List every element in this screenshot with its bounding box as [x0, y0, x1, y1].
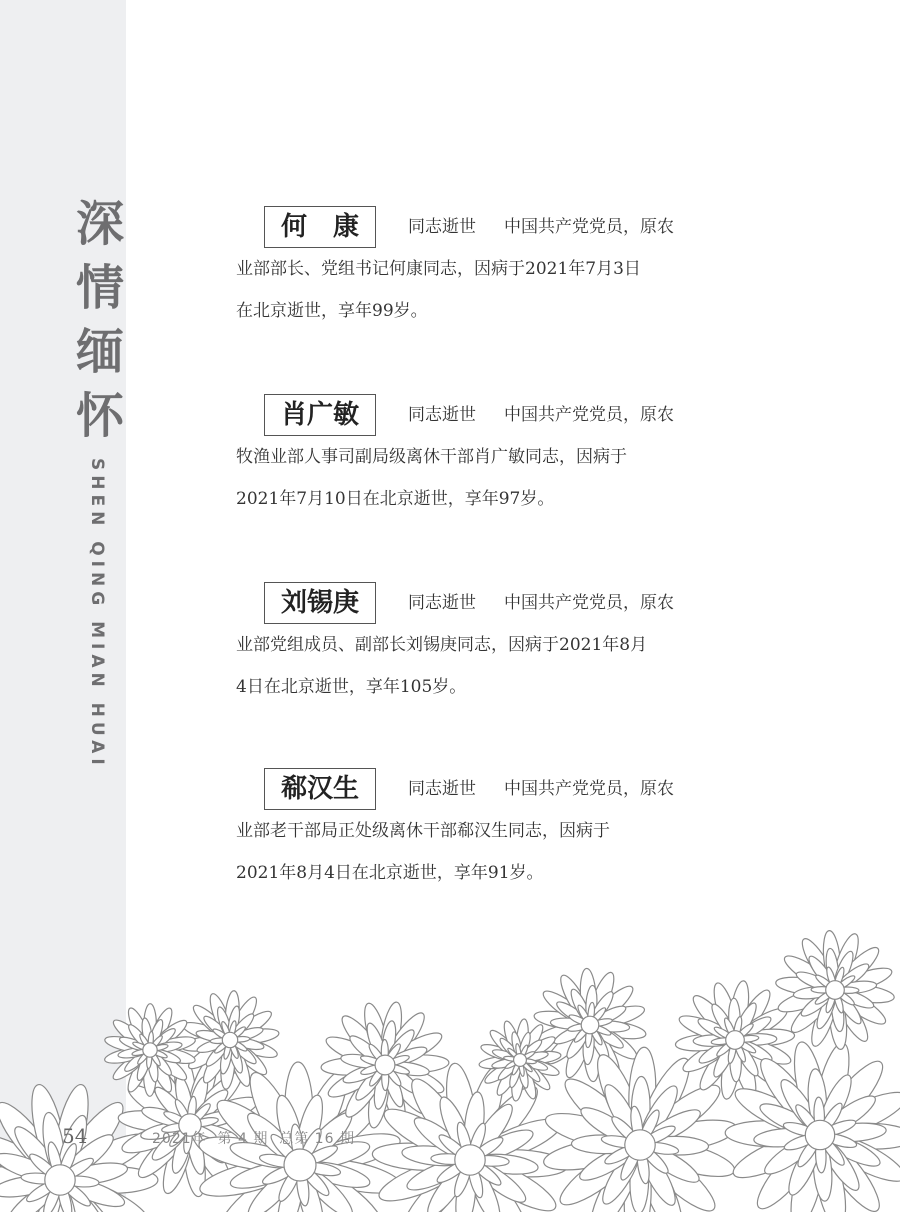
flower-center	[514, 1054, 527, 1067]
flower-center	[455, 1145, 485, 1175]
column-title-char: 情	[75, 260, 124, 316]
entry-text: 4日在北京逝世，享年105岁。	[236, 677, 467, 697]
column-title-char: 怀	[75, 388, 124, 444]
entry-text: 中国共产党党员，原农	[504, 593, 674, 613]
flower-center	[581, 1016, 599, 1034]
entry-text: 2021年7月10日在北京逝世，享年97岁。	[236, 489, 555, 509]
column-pinyin: SHEN QING MIAN HUAI	[87, 458, 107, 770]
column-title	[70, 192, 130, 448]
obituary-entry	[236, 206, 726, 332]
entry-text: 中国共产党党员，原农	[504, 779, 674, 799]
page-number: 54	[62, 1124, 88, 1148]
flower-center	[143, 1043, 157, 1057]
column-title-char: 缅	[75, 324, 124, 380]
obituary-entry	[236, 582, 726, 708]
flower-center	[284, 1149, 316, 1181]
issue-info: 2021年 第 4 期 总第 16 期	[152, 1131, 355, 1147]
entry-lead: 同志逝世	[408, 405, 476, 425]
chrysanthemum	[775, 930, 895, 1050]
entry-lead: 同志逝世	[408, 593, 476, 613]
flower-center	[375, 1055, 395, 1075]
obituary-entry	[236, 768, 726, 894]
name-box: 刘锡庚	[264, 582, 376, 624]
flower-center	[726, 1031, 745, 1050]
flower-center	[45, 1165, 75, 1195]
flower-center	[222, 1032, 237, 1047]
chrysanthemum-decoration	[0, 930, 900, 1212]
entry-text: 牧渔业部人事司副局级离休干部肖广敏同志，因病于	[236, 447, 627, 467]
entry-text: 2021年8月4日在北京逝世，享年91岁。	[236, 863, 544, 883]
obituary-entry	[236, 394, 726, 520]
flower-center	[805, 1120, 834, 1149]
entry-text: 业部党组成员、副部长刘锡庚同志，因病于2021年8月	[236, 635, 648, 655]
name-box: 何 康	[264, 206, 376, 248]
entry-text: 中国共产党党员，原农	[504, 405, 674, 425]
name-box: 肖广敏	[264, 394, 376, 436]
name-box: 郗汉生	[264, 768, 376, 810]
entry-lead: 同志逝世	[408, 779, 476, 799]
entry-text: 业部部长、党组书记何康同志，因病于2021年7月3日	[236, 259, 641, 279]
entry-text: 业部老干部局正处级离休干部郗汉生同志，因病于	[236, 821, 610, 841]
entry-text: 中国共产党党员，原农	[504, 217, 674, 237]
flower-center	[826, 981, 845, 1000]
flower-center	[625, 1130, 655, 1160]
entry-text: 在北京逝世，享年99岁。	[236, 301, 428, 321]
entry-lead: 同志逝世	[408, 217, 476, 237]
column-title-char: 深	[75, 196, 124, 252]
